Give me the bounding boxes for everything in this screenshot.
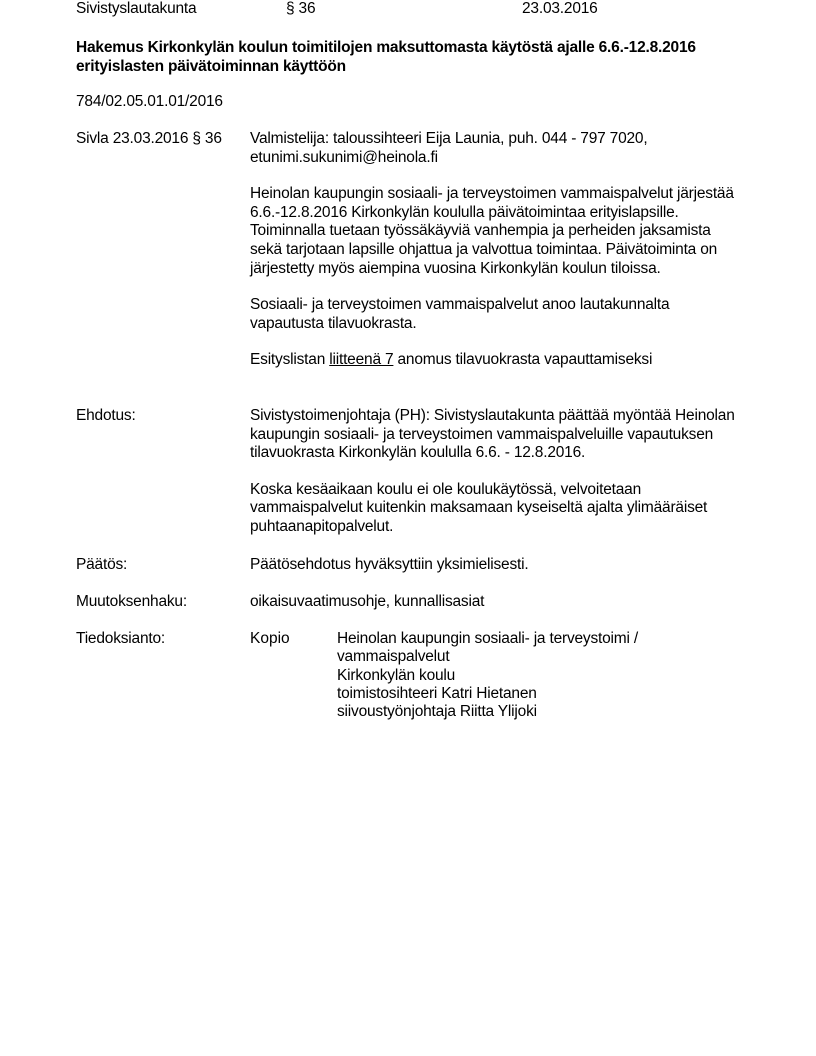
attachment-line	[250, 351, 736, 370]
appeal-text: oikaisuvaatimusohje, kunnallisasiat	[250, 593, 485, 610]
attachment-link[interactable]: liitteenä 7	[329, 351, 394, 369]
proposal-label: Ehdotus:	[76, 407, 136, 424]
appeal-label: Muutoksenhaku:	[76, 593, 187, 610]
board-name: Sivistyslautakunta	[76, 0, 197, 17]
preparation-body	[250, 130, 736, 370]
recipient-list	[337, 630, 737, 721]
recipient-item: vammaispalvelut	[337, 648, 450, 666]
notification-type: Kopio	[250, 630, 290, 647]
request-paragraph: Sosiaali- ja terveystoimen vammaispalvelut anoo lautakunnalta vapautusta tilavuokrasta.	[250, 296, 670, 332]
proposal-paragraph: Sivistystoimenjohtaja (PH): Sivistyslautakunta päättää myöntää Heinolan kaupungin sosiaali- ja terveystoimen vammaispalveluille vapautuksen tilavuokrasta Kirkonkylän koululla 6.6. - 12.8.2016.	[250, 407, 735, 462]
recipient-item: Kirkonkylän koulu	[337, 666, 456, 684]
background-paragraph: Heinolan kaupungin sosiaali- ja terveystoimen vammaispalvelut järjestää 6.6.-12.8.2016 Kirkonkylän koululla päivätoimintaa erityislapsille. Toiminnalla tuetaan työssäkäyviä vanhempia ja perheiden jaksamista sekä tarjotaan lapsille ohjattua ja valvottua toimintaa. Päivätoiminta on järjestetty myös aiempina vuosina Kirkonkylän koulun tiloissa.	[250, 185, 734, 277]
recipient-item: Heinolan kaupungin sosiaali- ja terveystoimi /	[337, 630, 638, 647]
page-header	[76, 0, 776, 20]
notification-label: Tiedoksianto:	[76, 630, 166, 647]
document-title: Hakemus Kirkonkylän koulun toimitilojen maksuttomasta käytöstä ajalle 6.6.-12.8.2016 erityislasten päivätoiminnan käyttöön	[76, 39, 696, 75]
decision-text: Päätösehdotus hyväksyttiin yksimielisesti.	[250, 556, 529, 573]
proposal-body	[250, 407, 736, 537]
decision-label: Päätös:	[76, 556, 128, 573]
recipient-item: toimistosihteeri Katri Hietanen	[337, 684, 537, 702]
preparer-info: Valmistelija: taloussihteeri Eija Launia, puh. 044 - 797 7020, etunimi.sukunimi@heinola.fi	[250, 130, 648, 166]
reference-number: 784/02.05.01.01/2016	[76, 93, 223, 110]
cleaning-paragraph: Koska kesäaikaan koulu ei ole koulukäytössä, velvoitetaan vammaispalvelut kuitenkin maksamaan kyseiseltä ajalta ylimääräiset puhtaanapitopalvelut.	[250, 480, 708, 535]
meeting-date: 23.03.2016	[522, 0, 598, 17]
recipient-item: siivoustyönjohtaja Riitta Ylijoki	[337, 703, 537, 721]
attachment-prefix: Esityslistan	[250, 351, 326, 369]
section-number: § 36	[286, 0, 316, 17]
preparation-label: Sivla 23.03.2016 § 36	[76, 130, 222, 147]
attachment-suffix: anomus tilavuokrasta vapauttamiseksi	[397, 351, 653, 369]
